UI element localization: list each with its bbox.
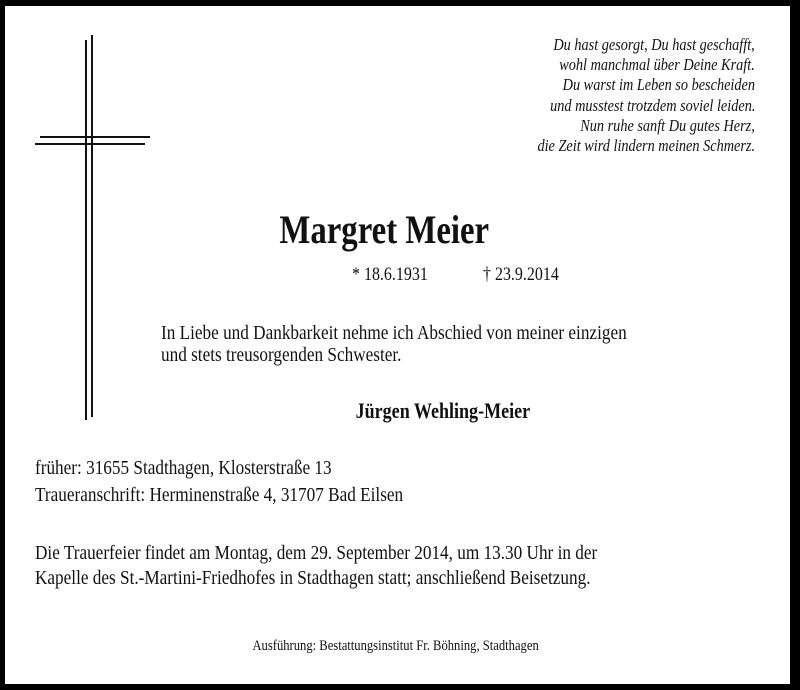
signer-name: Jürgen Wehling-Meier [355, 398, 531, 423]
death-date: † 23.9.2014 [483, 264, 559, 285]
poem-line: Nun ruhe sanft Du gutes Herz, [580, 116, 755, 135]
former-address: früher: 31655 Stadthagen, Klosterstraße 13 [35, 457, 332, 479]
poem-line: die Zeit wird lindern meinen Schmerz. [537, 136, 755, 155]
ceremony-line: Die Trauerfeier findet am Montag, dem 29. September 2014, um 13.30 Uhr in der [35, 542, 598, 564]
message-line: und stets treusorgenden Schwester. [161, 344, 402, 366]
poem-line: Du hast gesorgt, Du hast geschafft, [553, 35, 755, 54]
ceremony-line: Kapelle des St.-Martini-Friedhofes in Stadthagen statt; anschließend Beisetzung. [35, 567, 591, 589]
birth-date: * 18.6.1931 [352, 264, 428, 285]
mourning-address: Traueranschrift: Herminenstraße 4, 31707 Bad Eilsen [35, 484, 404, 506]
deceased-name: Margret Meier [279, 207, 490, 252]
obituary-notice [5, 6, 790, 684]
poem-line: und musstest trotzdem soviel leiden. [549, 96, 755, 115]
poem-line: wohl manchmal über Deine Kraft. [559, 55, 755, 74]
poem-line: Du warst im Leben so bescheiden [562, 75, 755, 94]
funeral-home-footer: Ausführung: Bestattungsinstitut Fr. Böhning, Stadthagen [252, 638, 539, 654]
message-line: In Liebe und Dankbarkeit nehme ich Abschied von meiner einzigen [161, 322, 627, 344]
